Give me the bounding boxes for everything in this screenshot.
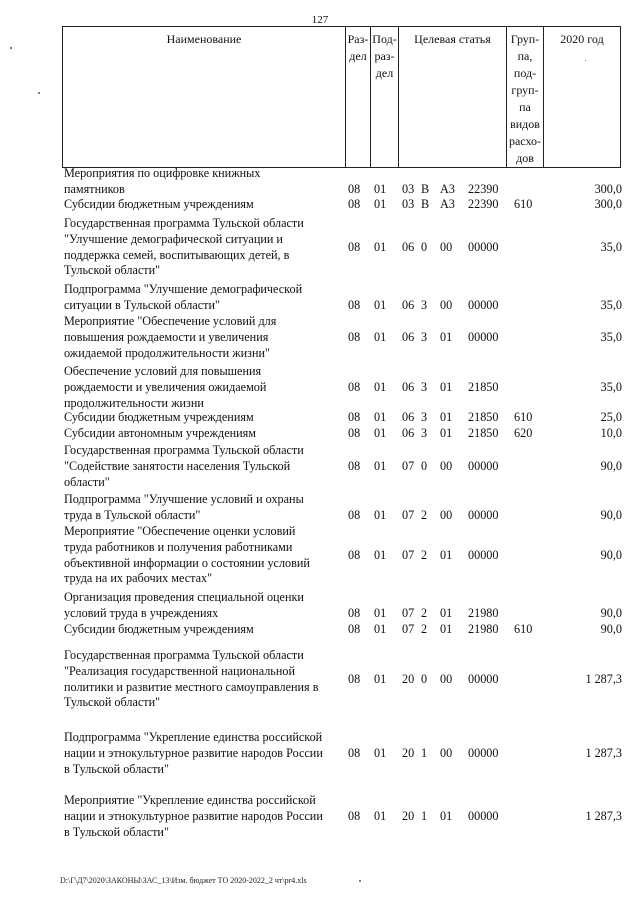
row-prog: 20 [402,671,415,686]
row-razdel: 08 [348,410,361,424]
header-line: дел [375,66,394,80]
header-gruppa-vidov-rashodov [507,27,544,168]
row-dir: 01 [440,605,453,620]
row-prog: 06 [402,239,415,254]
row-code: 00000 [468,671,499,686]
row-prog: 07 [402,507,415,522]
row-sub: В [421,181,430,196]
header-line: Под- [372,32,397,46]
row-value: 25,0 [600,410,622,424]
row-sub: 3 [421,297,428,312]
row-name-line: Государственная программа Тульской области [64,216,304,230]
row-name [64,364,346,411]
scan-speck [585,60,586,61]
row-razdel: 08 [348,181,361,196]
header-line: Груп- [510,32,540,46]
row-name [64,524,346,587]
row-prog: 07 [402,547,415,562]
row-podrazdel: 01 [374,181,387,196]
row-name [64,197,346,213]
row-code: 00000 [468,547,499,562]
row-sub: 3 [421,410,428,424]
row-name-line: ожидаемой продолжительности жизни" [64,345,271,360]
row-dir: 00 [440,745,453,760]
row-dir: 01 [440,622,453,636]
row-value: 35,0 [600,297,622,312]
row-name-line: поддержка семей, воспитывающих детей, в [64,247,290,262]
row-sub: 0 [421,671,428,686]
row-podrazdel: 01 [374,507,387,522]
header-line: па [519,100,531,114]
header-line: па, [517,49,533,63]
row-name [64,590,346,622]
row-podrazdel: 01 [374,197,387,211]
row-podrazdel: 01 [374,808,387,823]
row-name-line: труда в Тульской области" [64,507,201,522]
row-razdel: 08 [348,329,361,344]
row-name [64,166,346,198]
header-line: дел [349,49,367,63]
row-dir: 00 [440,507,453,522]
row-name-line: труда на их рабочих местах" [64,571,213,586]
row-dir: 01 [440,410,453,424]
row-dir: 00 [440,671,453,686]
row-sub: В [421,197,430,211]
row-dir: 00 [440,297,453,312]
row-code: 00000 [468,458,499,473]
row-razdel: 08 [348,507,361,522]
row-dir: А3 [440,197,455,211]
row-vid: 620 [514,426,533,440]
row-razdel: 08 [348,379,361,394]
row-value: 300,0 [594,181,622,196]
row-name-line: Тульской области" [64,263,161,278]
scan-speck [359,880,361,882]
row-name [64,314,346,361]
row-podrazdel: 01 [374,605,387,620]
header-line: Раз- [347,32,369,46]
row-code: 00000 [468,745,499,760]
row-name-line: Подпрограмма "Укрепление единства российской [64,730,323,744]
row-name-line: "Содействие занятости населения Тульской [64,458,291,473]
row-name-line: памятников [64,181,125,196]
row-name-line: Субсидии бюджетным учреждениям [64,622,254,636]
row-name-line: Мероприятия по оцифровке книжных [64,166,261,180]
row-sub: 0 [421,458,428,473]
row-name-line: повышения рождаемости и увеличения [64,329,269,344]
row-name [64,426,346,442]
row-sub: 2 [421,622,428,636]
row-name [64,730,346,777]
row-name-line: нации и этнокультурное развитие народов России [64,808,323,823]
header-name: Наименование [63,27,346,168]
row-name-line: "Улучшение демографической ситуации и [64,231,283,246]
row-name-line: Тульской области" [64,695,161,710]
row-razdel: 08 [348,197,361,211]
row-value: 90,0 [600,622,622,636]
row-prog: 20 [402,745,415,760]
row-name [64,622,346,638]
row-name-line: Субсидии бюджетным учреждениям [64,197,254,211]
header-razdel [346,27,371,168]
row-prog: 07 [402,605,415,620]
header-line: расхо- [508,134,542,148]
row-value: 90,0 [600,458,622,473]
row-dir: 01 [440,329,453,344]
row-name-line: продолжительности жизни [64,395,204,410]
row-code: 00000 [468,808,499,823]
header-line: груп- [511,83,539,97]
row-code: 00000 [468,329,499,344]
row-podrazdel: 01 [374,622,387,636]
row-dir: А3 [440,181,455,196]
page-number: 127 [311,14,329,26]
row-name [64,793,346,840]
row-podrazdel: 01 [374,547,387,562]
row-prog: 06 [402,379,415,394]
row-name-line: Обеспечение условий для повышения [64,364,262,378]
row-podrazdel: 01 [374,379,387,394]
row-name [64,216,346,279]
row-code: 00000 [468,507,499,522]
row-prog: 03 [402,181,415,196]
row-value: 90,0 [600,507,622,522]
row-name-line: условий труда в учреждениях [64,605,219,620]
row-sub: 3 [421,329,428,344]
row-prog: 07 [402,458,415,473]
row-value: 10,0 [600,426,622,440]
row-razdel: 08 [348,239,361,254]
row-name-line: Государственная программа Тульской области [64,443,304,457]
row-prog: 07 [402,622,415,636]
row-vid: 610 [514,622,533,636]
row-sub: 2 [421,547,428,562]
row-code: 21850 [468,426,499,440]
row-name-line: ситуации в Тульской области" [64,297,220,312]
row-sub: 0 [421,239,428,254]
row-code: 22390 [468,181,499,196]
row-code: 21850 [468,379,499,394]
row-name [64,492,346,524]
row-name-line: "Реализация государственной национальной [64,663,295,678]
row-name-line: Мероприятие "Обеспечение условий для [64,314,277,328]
row-name-line: труда работников и получения работниками [64,539,293,554]
row-sub: 1 [421,808,428,823]
row-value: 300,0 [594,197,622,211]
row-value: 90,0 [600,605,622,620]
row-podrazdel: 01 [374,329,387,344]
header-podrazdel [371,27,399,168]
row-prog: 20 [402,808,415,823]
header-line: видов [510,117,540,131]
row-name [64,443,346,490]
row-prog: 06 [402,426,415,440]
row-name [64,282,346,314]
header-celevaya-statya: Целевая статья [399,27,507,168]
row-dir: 00 [440,458,453,473]
row-code: 21980 [468,622,499,636]
row-value: 1 287,3 [585,808,622,823]
row-sub: 1 [421,745,428,760]
row-name-line: рождаемости и увеличения ожидаемой [64,379,267,394]
row-name-line: в Тульской области" [64,761,169,776]
row-name-line: Субсидии бюджетным учреждениям [64,410,254,424]
row-code: 00000 [468,239,499,254]
row-name-line: Субсидии автономным учреждениям [64,426,256,440]
row-dir: 01 [440,808,453,823]
row-code: 22390 [468,197,499,211]
row-razdel: 08 [348,458,361,473]
header-line: под- [513,66,537,80]
row-name-line: Государственная программа Тульской области [64,648,304,662]
row-podrazdel: 01 [374,297,387,312]
row-sub: 2 [421,507,428,522]
row-name-line: Подпрограмма "Улучшение условий и охраны [64,492,304,506]
row-name [64,410,346,426]
row-razdel: 08 [348,808,361,823]
row-dir: 00 [440,239,453,254]
row-code: 21980 [468,605,499,620]
row-dir: 01 [440,426,453,440]
row-sub: 3 [421,426,428,440]
row-razdel: 08 [348,605,361,620]
header-line: раз- [374,49,395,63]
row-dir: 01 [440,379,453,394]
row-vid: 610 [514,197,533,211]
row-value: 35,0 [600,239,622,254]
row-razdel: 08 [348,297,361,312]
scan-speck [10,47,12,49]
row-razdel: 08 [348,671,361,686]
row-podrazdel: 01 [374,458,387,473]
row-sub: 2 [421,605,428,620]
row-value: 1 287,3 [585,745,622,760]
row-code: 21850 [468,410,499,424]
row-podrazdel: 01 [374,671,387,686]
row-razdel: 08 [348,426,361,440]
row-value: 35,0 [600,379,622,394]
table-header [62,26,621,168]
row-podrazdel: 01 [374,410,387,424]
row-razdel: 08 [348,745,361,760]
header-line: дов [516,151,534,165]
row-name-line: объективной информации о состоянии условий [64,555,310,570]
row-value: 90,0 [600,547,622,562]
scan-speck [38,92,40,94]
row-name-line: нации и этнокультурное развитие народов России [64,745,323,760]
row-prog: 06 [402,410,415,424]
row-dir: 01 [440,547,453,562]
row-razdel: 08 [348,547,361,562]
row-razdel: 08 [348,622,361,636]
row-podrazdel: 01 [374,239,387,254]
row-vid: 610 [514,410,533,424]
row-name-line: политики и развитие местного самоуправления в [64,679,319,694]
row-prog: 06 [402,297,415,312]
row-podrazdel: 01 [374,426,387,440]
row-name-line: в Тульской области" [64,824,169,839]
row-name-line: области" [64,474,110,489]
row-prog: 06 [402,329,415,344]
row-name-line: Организация проведения специальной оценки [64,590,304,604]
row-code: 00000 [468,297,499,312]
row-sub: 3 [421,379,428,394]
row-value: 1 287,3 [585,671,622,686]
row-name-line: Мероприятие "Обеспечение оценки условий [64,524,296,538]
file-path-footer: D:\Г\Д7\2020\ЗАКОНЫ\ЗАС_13\Изм. бюджет ТО 2020-2022_2 чт\pr4.xls [60,876,307,885]
row-name-line: Подпрограмма "Улучшение демографической [64,282,303,296]
row-name [64,648,346,711]
row-name-line: Мероприятие "Укрепление единства российской [64,793,316,807]
row-podrazdel: 01 [374,745,387,760]
row-prog: 03 [402,197,415,211]
header-year: 2020 год [544,27,621,168]
row-value: 35,0 [600,329,622,344]
